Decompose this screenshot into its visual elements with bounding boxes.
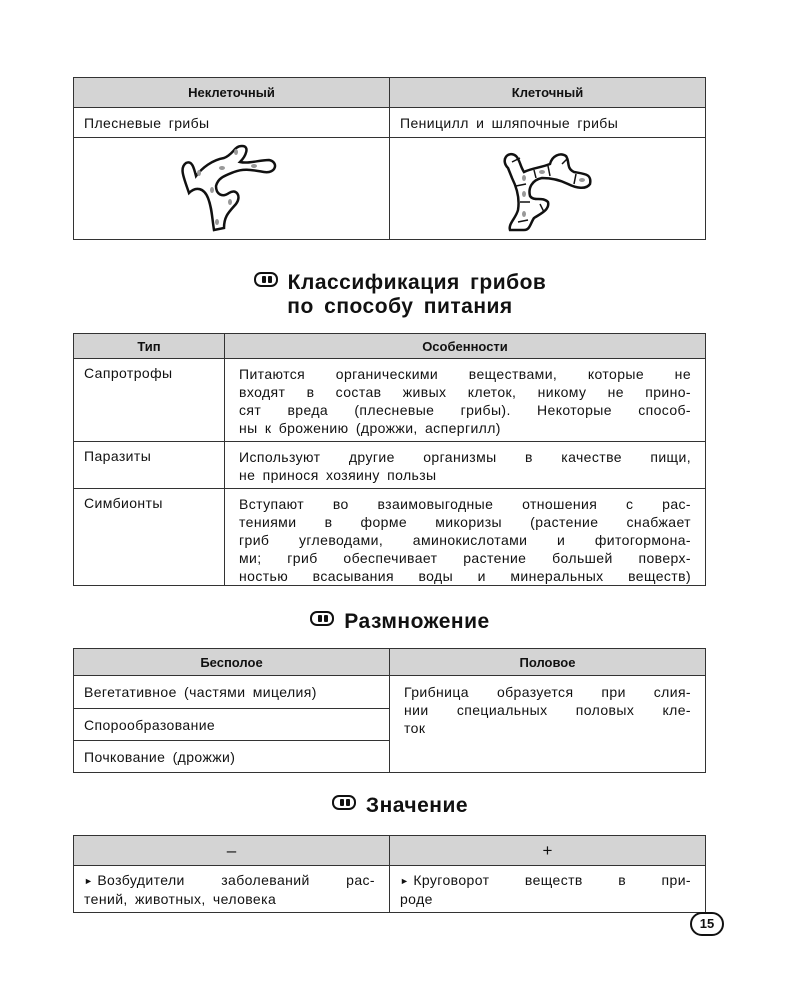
bullet-icon: ►: [84, 876, 94, 886]
section-marker-icon: [310, 611, 334, 626]
section-marker-icon: [254, 272, 278, 287]
features-cell: Используют другие организмы в качестве пищи, не принося хозяину пользы: [225, 442, 706, 489]
table-row: [74, 442, 706, 489]
table-row: [74, 359, 706, 442]
asexual-item: Спорообразование: [74, 709, 390, 741]
header-sexual: Половое: [390, 649, 706, 676]
bullet-icon: ►: [400, 876, 410, 886]
heading-nutrition-classification: Классификация грибов по способу питания: [0, 271, 800, 319]
cell-mold: Плесневые грибы: [74, 108, 390, 138]
header-noncellular: Неклеточный: [74, 78, 390, 108]
type-cell: Паразиты: [74, 442, 225, 489]
header-type: Тип: [74, 334, 225, 359]
header-features: Особенности: [225, 334, 706, 359]
asexual-item: Почкование (дрожжи): [74, 741, 390, 773]
reproduction-table: [73, 648, 706, 773]
header-positive: +: [390, 836, 706, 866]
heading-importance: Значение: [0, 794, 800, 818]
cell-penicillium: Пеницилл и шляпочные грибы: [390, 108, 706, 138]
mycelium-structure-table: [73, 77, 706, 240]
noncellular-hypha-illustration: [74, 138, 390, 240]
negative-cell: ► Возбудители заболеваний рас- тений, животных, человека: [74, 866, 390, 913]
features-cell: Питаются органическими веществами, которые не входят в состав живых клеток, никому не прино- сят вреда (плесневые грибы). Некоторые способ- ны к брожению (дрожжи, аспергилл): [225, 359, 706, 442]
header-negative: –: [74, 836, 390, 866]
section-marker-icon: [332, 795, 356, 810]
nutrition-table: [73, 333, 706, 586]
positive-cell: ► Круговорот веществ в при- роде: [390, 866, 706, 913]
page-number: 15: [690, 912, 724, 936]
cellular-hypha-illustration: [390, 138, 706, 240]
sexual-description: Грибница образуется при слия- нии специальных половых кле- ток: [390, 676, 706, 773]
header-cellular: Клеточный: [390, 78, 706, 108]
features-cell: Вступают во взаимовыгодные отношения с рас- тениями в форме микоризы (растение снабжает гриб углеводами, аминокислотами и фитогормона- ми; гриб обеспечивает растение большей поверх- ностью всасывания воды и минеральных веществ): [225, 489, 706, 586]
type-cell: Сапротрофы: [74, 359, 225, 442]
heading-reproduction: Размножение: [0, 610, 800, 634]
table-row: [74, 489, 706, 586]
header-asexual: Бесполое: [74, 649, 390, 676]
asexual-item: Вегетативное (частями мицелия): [74, 676, 390, 709]
type-cell: Симбионты: [74, 489, 225, 586]
importance-table: [73, 835, 706, 913]
